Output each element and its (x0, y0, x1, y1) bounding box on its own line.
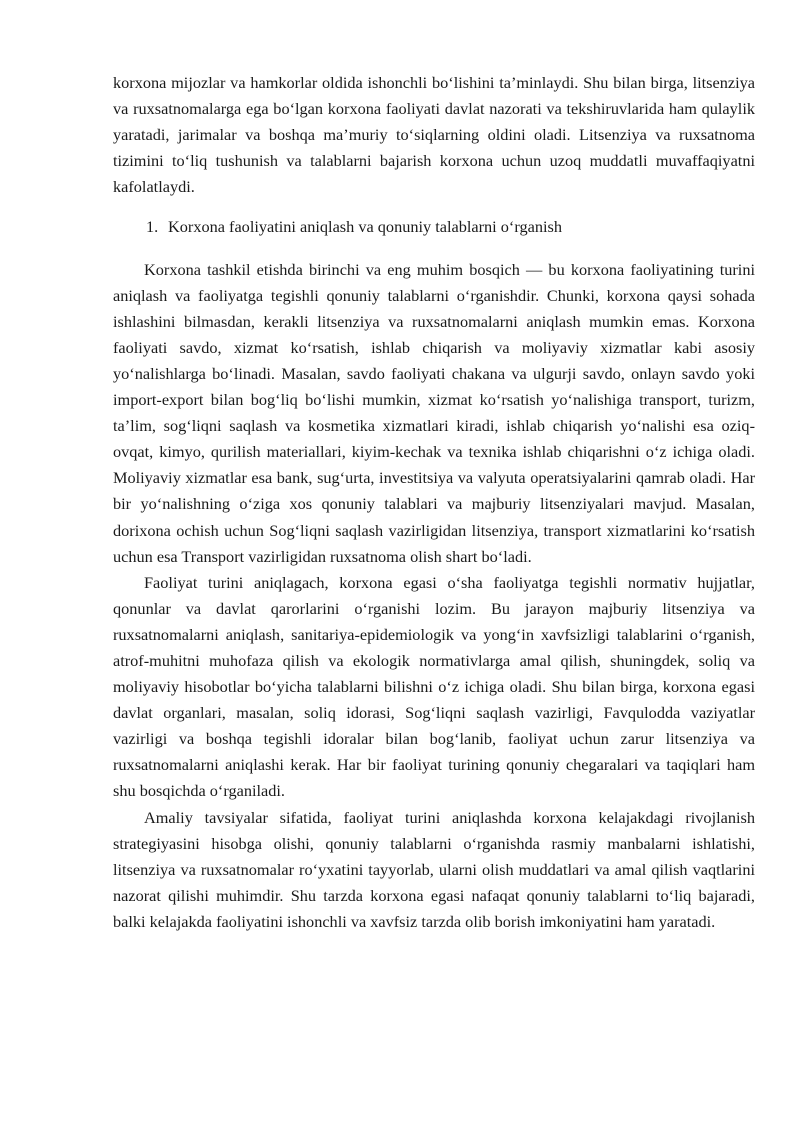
body-paragraph-1: Korxona tashkil etishda birinchi va eng muhim bosqich — bu korxona faoliyatining turini aniqlash va faoliyatga tegishli qonuniy talablarni o‘rganishdir. Chunki, korxona qaysi sohada ishlashini bilmasdan, kerakli litsenziya va ruxsatnomalarni aniqlash mumkin emas. Korxona faoliyati savdo, xizmat ko‘rsatish, ishlab chiqarish va moliyaviy xizmatlar kabi asosiy yo‘nalishlarga bo‘linadi. Masalan, savdo faoliyati chakana va ulgurji savdo, onlayn savdo yoki import-export bilan bog‘liq bo‘lishi mumkin, xizmat ko‘rsatish yo‘nalishiga transport, turizm, ta’lim, sog‘liqni saqlash va kosmetika xizmatlari kiradi, ishlab chiqarish yo‘nalishi esa oziq-ovqat, kimyo, qurilish materiallari, kiyim-kechak va texnika ishlab chiqarishni o‘z ichiga oladi. Moliyaviy xizmatlar esa bank, sug‘urta, investitsiya va valyuta operatsiyalarini qamrab oladi. Har bir yo‘nalishning o‘ziga xos qonuniy talablari va majburiy litsenziyalari mavjud. Masalan, dorixona ochish uchun Sog‘liqni saqlash vazirligidan litsenziya, transport xizmatlarini ko‘rsatish uchun esa Transport vazirligidan ruxsatnoma olish shart bo‘ladi. (113, 259, 755, 566)
section-number: 1. (146, 217, 159, 237)
section-title: Korxona faoliyatini aniqlash va qonuniy talablarni o‘rganish (168, 217, 562, 237)
body-paragraph-2: Faoliyat turini aniqlagach, korxona egasi o‘sha faoliyatga tegishli normativ hujjatlar, qonunlar va davlat qarorlarini o‘rganishi lozim. Bu jarayon majburiy litsenziya va ruxsatnomalarni aniqlash, sanitariya-epidemiologik va yong‘in xavfsizligi talablarini o‘rganish, atrof-muhitni muhofaza qilish va ekologik normativlarga amal qilish, shuningdek, soliq va moliyaviy hisobotlar bo‘yicha talablarni bilishni o‘z ichiga oladi. Shu bilan birga, korxona egasi davlat organlari, masalan, soliq idorasi, Sog‘liqni saqlash vazirligi, Favqulodda vaziyatlar vazirligi va boshqa tegishli idoralar bilan bog‘lanib, faoliyat uchun zarur litsenziya va ruxsatnomalarni aniqlashi kerak. Har bir faoliyat turining qonuniy chegaralari va taqiqlari ham shu bosqichda o‘rganiladi. (113, 572, 755, 801)
intro-paragraph: korxona mijozlar va hamkorlar oldida ishonchli bo‘lishini ta’minlaydi. Shu bilan birga, litsenziya va ruxsatnomalarga ega bo‘lgan korxona faoliyati davlat nazorati va tekshiruvlarida ham qulaylik yaratadi, jarimalar va boshqa ma’muriy to‘siqlarning oldini oladi. Litsenziya va ruxsatnoma tizimini to‘liq tushunish va talablarni bajarish korxona uchun uzoq muddatli muvaffaqiyatni kafolatlaydi. (113, 73, 755, 197)
body-paragraph-3: Amaliy tavsiyalar sifatida, faoliyat turini aniqlashda korxona kelajakdagi rivojlanish strategiyasini hisobga olishi, qonuniy talablarni o‘rganishda rasmiy manbalarni ishlatishi, litsenziya va ruxsatnomalar ro‘yxatini tayyorlab, ularni olish muddatlari va amal qilish vaqtlarini nazorat qilishi muhimdir. Shu tarzda korxona egasi nafaqat qonuniy talablarni to‘liq bajaradi, balki kelajakda faoliyatini ishonchli va xavfsiz tarzda olib borish imkoniyatini ham yaratadi. (113, 807, 755, 931)
section-heading (113, 214, 755, 240)
document-page (113, 70, 755, 935)
